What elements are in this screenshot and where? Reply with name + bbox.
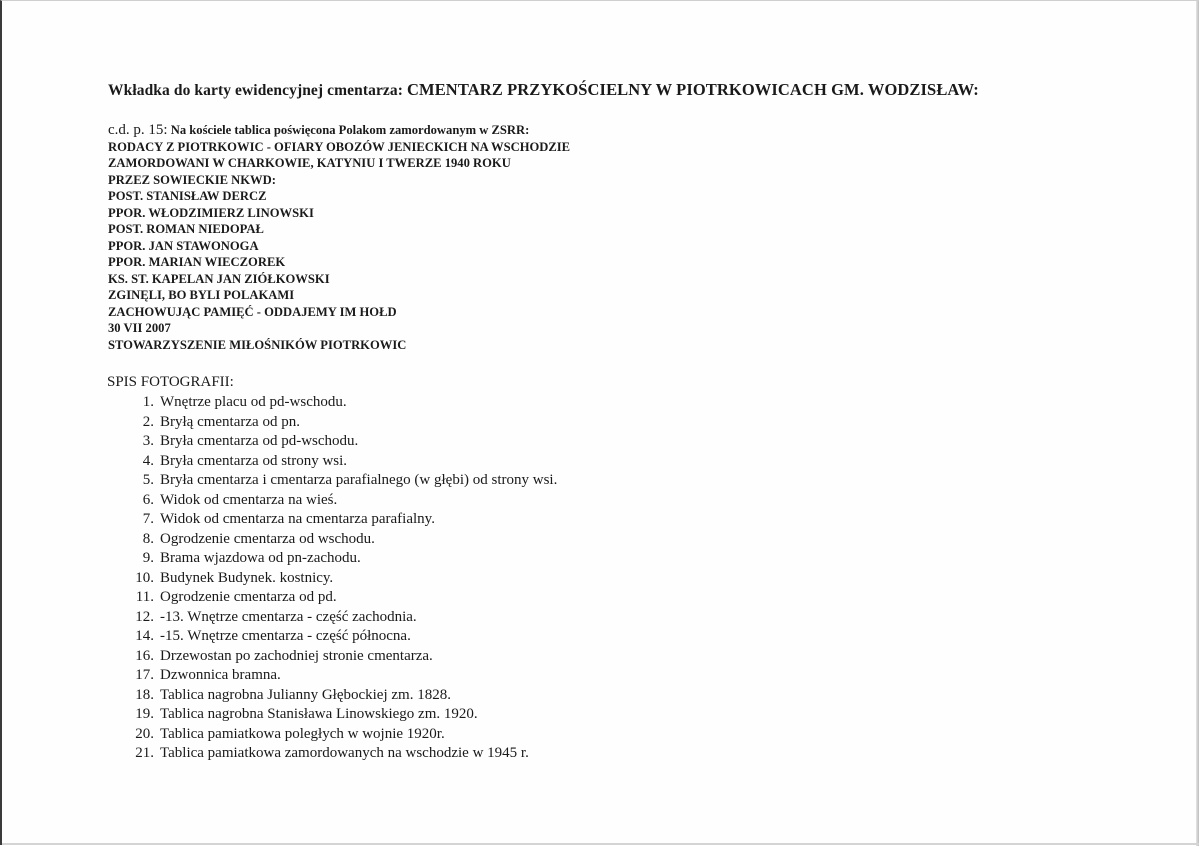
list-item: [108, 549, 557, 569]
list-item: [108, 432, 557, 452]
list-item-number: 21.: [135, 745, 154, 761]
list-item-number: 19.: [135, 706, 154, 722]
list-item: [108, 647, 557, 667]
document-header: [108, 80, 979, 100]
photo-list: [108, 393, 557, 764]
list-item-text: -15. Wnętrze cmentarza - część północna.: [160, 628, 411, 644]
inscription-line: ZGINĘLI, BO BYLI POLAKAMI: [108, 288, 295, 302]
list-item-number: 18.: [135, 686, 154, 703]
list-item-number: 3.: [142, 433, 154, 449]
list-item-text: Ogrodzenie cmentarza od pd.: [160, 589, 337, 605]
list-item-text: Bryła cmentarza od pd-wschodu.: [160, 433, 359, 449]
list-item-number: 4.: [142, 452, 154, 469]
photo-list-title: SPIS FOTOGRAFII:: [107, 374, 234, 390]
list-item: [108, 725, 557, 745]
list-item: [108, 686, 557, 706]
list-item: [108, 413, 557, 433]
list-item-number: 16.: [135, 647, 154, 664]
inscription-line: POST. STANISŁAW DERCZ: [108, 189, 267, 203]
header-label: Wkładka do karty ewidencyjnej cmentarza:: [108, 82, 404, 99]
list-item: [108, 608, 557, 628]
list-item-number: 8.: [142, 530, 154, 547]
list-item-text: Budynek Budynek. kostnicy.: [160, 569, 334, 586]
list-item: [108, 705, 557, 725]
list-item-text: Tablica pamiatkowa zamordowanych na wschodzie w 1945 r.: [160, 745, 529, 761]
cemetery-name: CMENTARZ PRZYKOŚCIELNY W PIOTRKOWICACH GM. WODZISŁAW:: [407, 80, 979, 99]
list-item-number: 17.: [135, 667, 154, 683]
inscription-line: ZAMORDOWANI W CHARKOWIE, KATYNIU I TWERZE 1940 ROKU: [108, 156, 511, 170]
list-item-text: Widok od cmentarza na cmentarza parafialny.: [160, 511, 435, 527]
list-item-text: Bryła cmentarza i cmentarza parafialnego (w głębi) od strony wsi.: [160, 472, 558, 488]
list-item-number: 11.: [135, 589, 154, 605]
list-item: [108, 452, 557, 472]
inscription-line: RODACY Z PIOTRKOWIC - OFIARY OBOZÓW JENIECKICH NA WSCHODZIE: [108, 139, 571, 154]
list-item-text: Bryłą cmentarza od pn.: [160, 413, 300, 430]
inscription-intro: Na kościele tablica poświęcona Polakom zamordowanym w ZSRR:: [170, 123, 530, 137]
list-item-text: Dzwonnica bramna.: [160, 667, 281, 683]
list-item: [108, 510, 557, 530]
inscription-line: PPOR. JAN STAWONOGA: [108, 238, 259, 253]
list-item: [108, 491, 557, 511]
list-item-number: 2.: [142, 413, 154, 430]
inscription-line: PPOR. WŁODZIMIERZ LINOWSKI: [108, 205, 314, 220]
inscription-line: KS. ST. KAPELAN JAN ZIÓŁKOWSKI: [108, 271, 330, 286]
list-item-text: Brama wjazdowa od pn-zachodu.: [160, 550, 361, 566]
list-item-text: Tablica nagrobna Stanisława Linowskiego zm. 1920.: [160, 706, 478, 722]
list-item-number: 14.: [135, 628, 154, 644]
list-item: [108, 393, 557, 413]
list-item-number: 7.: [142, 511, 154, 527]
list-item-text: Wnętrze placu od pd-wschodu.: [160, 394, 347, 410]
list-item-number: 9.: [142, 550, 154, 566]
list-item-text: Tablica nagrobna Julianny Głębockiej zm. 1828.: [160, 686, 451, 703]
list-item-number: 20.: [135, 725, 154, 742]
list-item: [108, 569, 557, 589]
list-item-number: 6.: [142, 491, 154, 508]
list-item-number: 5.: [142, 472, 154, 488]
list-item-number: 12.: [135, 608, 154, 625]
inscription-line: ZACHOWUJĄC PAMIĘĆ - ODDAJEMY IM HOŁD: [108, 304, 397, 319]
list-item-text: Bryła cmentarza od strony wsi.: [160, 452, 348, 469]
inscription-line: STOWARZYSZENIE MIŁOŚNIKÓW PIOTRKOWIC: [108, 337, 407, 352]
inscription-line: PPOR. MARIAN WIECZOREK: [108, 255, 286, 269]
list-item: [108, 471, 557, 491]
list-item-text: Drzewostan po zachodniej stronie cmentarza.: [160, 647, 433, 664]
continuation-reference: c.d. p. 15:: [108, 122, 168, 138]
list-item: [108, 588, 557, 608]
list-item-text: Ogrodzenie cmentarza od wschodu.: [160, 530, 375, 547]
list-item-number: 10.: [135, 569, 154, 586]
list-item: [108, 666, 557, 686]
inscription-line: PRZEZ SOWIECKIE NKWD:: [108, 172, 276, 187]
list-item: [108, 744, 557, 764]
plaque-inscription: [108, 122, 570, 353]
inscription-intro-line: [108, 122, 570, 139]
list-item-text: Widok od cmentarza na wieś.: [160, 491, 338, 508]
inscription-line: POST. ROMAN NIEDOPAŁ: [108, 222, 264, 236]
inscription-line: 30 VII 2007: [108, 321, 171, 335]
list-item-text: -13. Wnętrze cmentarza - część zachodnia.: [160, 608, 417, 625]
list-item: [108, 627, 557, 647]
list-item-number: 1.: [142, 394, 154, 410]
list-item-text: Tablica pamiatkowa poległych w wojnie 1920r.: [160, 725, 445, 742]
list-item: [108, 530, 557, 550]
